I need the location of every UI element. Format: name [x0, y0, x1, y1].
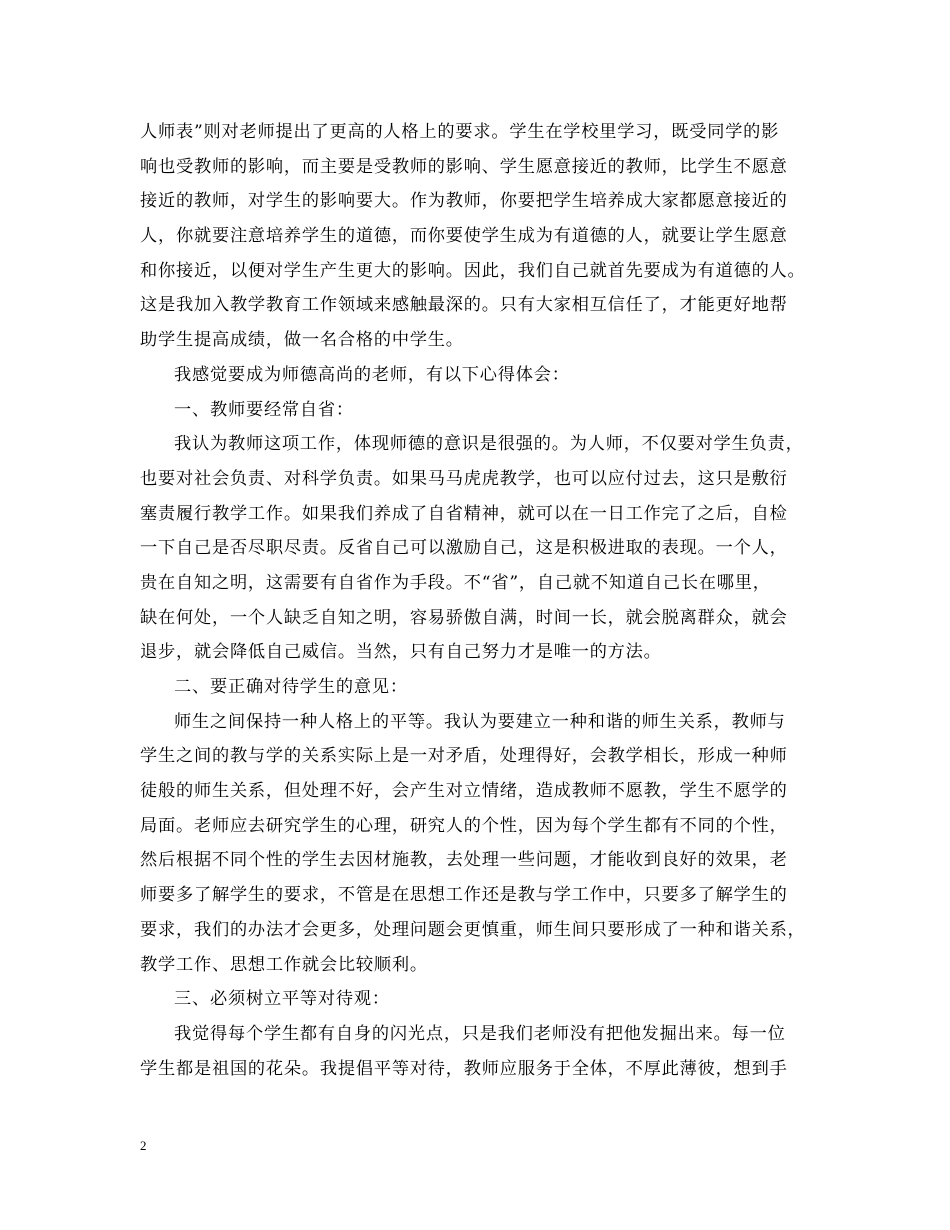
- text-line: 徒般的师生关系，但处理不好，会产生对立情绪，造成教师不愿教，学生不愿学的: [140, 781, 788, 802]
- text-line: 贵在自知之明，这需要有自省作为手段。不“省”，自己就不知道自己长在哪里，: [140, 572, 771, 593]
- text-line: 缺在何处，一个人缺乏自知之明，容易骄傲自满，时间一长，就会脱离群众，就会: [140, 607, 788, 628]
- text-line: 要求，我们的办法才会更多，处理问题会更慎重，师生间只要形成了一种和谐关系，: [140, 919, 806, 940]
- text-line: 和你接近，以便对学生产生更大的影响。因此，我们自己就首先要成为有道德的人。: [140, 260, 806, 281]
- text-line: 助学生提高成绩，做一名合格的中学生。: [140, 330, 464, 351]
- text-line: 人师表”则对老师提出了更高的人格上的要求。学生在学校里学习，既受同学的影: [140, 122, 780, 142]
- text-line: 退步，就会降低自己威信。当然，只有自己努力才是唯一的方法。: [140, 642, 662, 663]
- text-line: 教学工作、思想工作就会比较顺利。: [140, 954, 428, 975]
- text-line: 这是我加入教学教育工作领域来感触最深的。只有大家相互信任了，才能更好地帮: [140, 295, 788, 316]
- text-line: 二、要正确对待学生的意见：: [174, 677, 408, 697]
- text-line: 一、教师要经常自省：: [174, 399, 354, 420]
- text-line: 然后根据不同个性的学生去因材施教，去处理一些问题，才能收到良好的效果，老: [140, 850, 788, 871]
- text-line: 人，你就要注意培养学生的道德，而你要使学生成为有道德的人，就要让学生愿意: [140, 226, 788, 247]
- text-line: 我认为教师这项工作，体现师德的意识是很强的。为人师，不仅要对学生负责，: [174, 434, 804, 455]
- document-body: [140, 115, 820, 1086]
- text-line: 一下自己是否尽职尽责。反省自己可以激励自己，这是积极进取的表现。一个人，: [140, 538, 788, 559]
- text-line: 也要对社会负责、对科学负责。如果马马虎虎教学，也可以应付过去，这只是敷衍: [140, 468, 788, 489]
- text-line: 学生之间的教与学的关系实际上是一对矛盾，处理得好，会教学相长，形成一种师: [140, 746, 788, 767]
- text-line: 三、必须树立平等对待观：: [174, 989, 390, 1010]
- text-line: 师生之间保持一种人格上的平等。我认为要建立一种和谐的师生关系，教师与: [174, 711, 786, 732]
- text-line: 响也受教师的影响，而主要是受教师的影响、学生愿意接近的教师，比学生不愿意: [140, 156, 788, 177]
- text-line: 接近的教师，对学生的影响要大。作为教师，你要把学生培养成大家都愿意接近的: [140, 191, 788, 212]
- page-number: 2: [140, 1138, 147, 1153]
- text-line: 塞责履行教学工作。如果我们养成了自省精神，就可以在一日工作完了之后，自检: [140, 503, 788, 524]
- text-line: 学生都是祖国的花朵。我提倡平等对待，教师应服务于全体，不厚此薄彼，想到手: [140, 1058, 788, 1079]
- text-line: 师要多了解学生的要求，不管是在思想工作还是教与学工作中，只要多了解学生的: [140, 885, 788, 906]
- text-line: 局面。老师应去研究学生的心理，研究人的个性，因为每个学生都有不同的个性，: [140, 815, 788, 836]
- text-line: 我感觉要成为师德高尚的老师，有以下心得体会：: [174, 364, 570, 385]
- text-line: 我觉得每个学生都有自身的闪光点，只是我们老师没有把他发掘出来。每一位: [174, 1023, 786, 1044]
